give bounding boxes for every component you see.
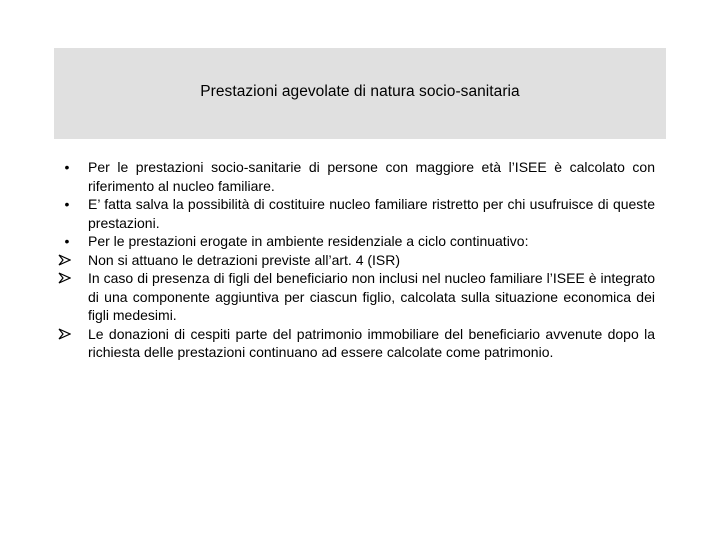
list-item [58,195,655,232]
arrowhead-icon [58,325,76,340]
list-item-text: Le donazioni di cespiti parte del patrimonio immobiliare del beneficiario avvenute dopo la richiesta delle prestazioni continuano ad essere calcolate come patrimonio. [88,325,655,360]
list-item [58,269,655,325]
list-item [58,251,655,270]
bullet-icon: • [64,233,70,249]
arrowhead-icon [58,269,76,284]
list-item-text: E’ fatta salva la possibilità di costituire nucleo familiare ristretto per chi usufruisce di queste prestazioni. [88,196,655,231]
bullet-icon: • [64,196,70,212]
slide-title: Prestazioni agevolate di natura socio-sanitaria [200,83,520,100]
bullet-icon: • [64,159,70,175]
list-item [58,325,655,362]
list-item-text: Non si attuano le detrazioni previste all’art. 4 (ISR) [88,251,401,268]
list-item-text: In caso di presenza di figli del beneficiario non inclusi nel nucleo familiare l’ISEE è integrato di una componente aggiuntiva per ciascun figlio, calcolata sulla situazione economica dei figli medesimi. [88,270,655,323]
title-banner [54,48,666,139]
content-list [58,158,655,362]
list-item-text: Per le prestazioni erogate in ambiente residenziale a ciclo continuativo: [88,233,529,249]
list-item [58,158,655,195]
arrowhead-icon [58,251,76,266]
list-item [58,232,655,251]
list-item-text: Per le prestazioni socio-sanitarie di persone con maggiore età l’ISEE è calcolato con riferimento al nucleo familiare. [88,159,655,194]
